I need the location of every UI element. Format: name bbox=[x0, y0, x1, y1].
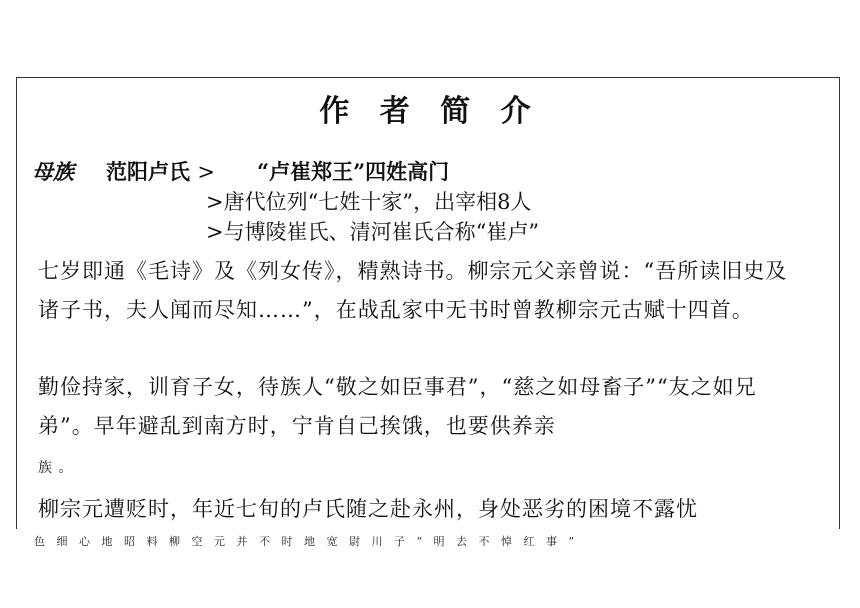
paragraph-exile: 柳宗元遭贬时，年近七旬的卢氏随之赴永州，身处恶劣的困境不露忧 bbox=[38, 497, 698, 521]
paragraph-education: 七岁即通《毛诗》及《列女传》，精熟诗书。柳宗元父亲曾说：“吾所读旧史及诸子书，夫人闻而尽知……”，在战乱家中无书时曾教柳宗元古赋十四首。 bbox=[38, 259, 788, 322]
page-title: 作 者 简 介 bbox=[319, 94, 541, 129]
arrow-icon: > bbox=[197, 160, 215, 184]
bullet-item-1: “卢崔郑王”四姓高门 bbox=[257, 159, 450, 184]
paragraph-household-text: 勤俭持家，训育子女，待族人“敬之如臣事君”，“慈之如母畜子”“友之如兄弟”。早年避乱到南方时，宁肯自己挨饿，也要供养亲 bbox=[38, 375, 757, 438]
clan-name-label bbox=[106, 156, 215, 186]
bullet-item-2: >唐代位列“七姓十家”，出宰相8人 bbox=[206, 190, 532, 214]
mother-clan-label: 母族 bbox=[32, 159, 74, 184]
paragraph-household-tail: 族 。 bbox=[38, 460, 74, 476]
bullet-item-3: >与博陵崔氏、清河崔氏合称“崔卢” bbox=[206, 220, 540, 244]
paragraph-household bbox=[38, 368, 792, 488]
cut-off-line: 色 细 心 地 昭 料 柳 空 元 并 不 时 地 宽 尉 川 子 “ 明 去 不 悼 红 事 ” bbox=[34, 535, 579, 548]
clan-name: 范阳卢氏 bbox=[106, 159, 190, 184]
